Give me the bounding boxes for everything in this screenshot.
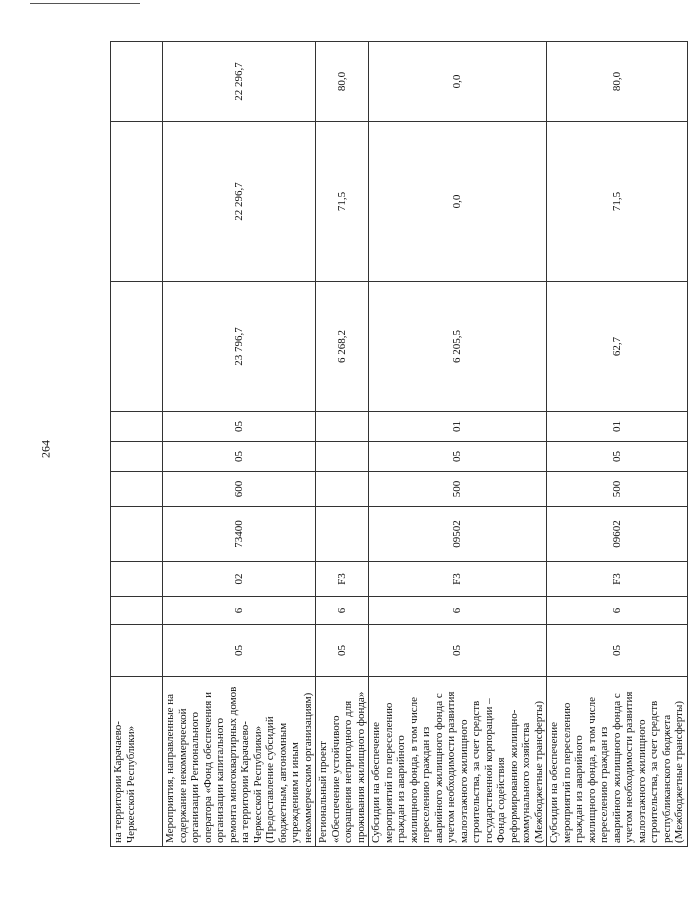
code-cell: 500: [547, 472, 688, 507]
code-cell: [111, 472, 163, 507]
row-name: Мероприятия, направленные на содержание некоммерческой организации Регионального оператора «Фонд обеспечения и организации капитального ремонта многоквартирных домов на территории Карачаево-Черкесской Республики» (Предоставление субсидий бюджетным, автономным учреждениям и иным некоммерческим организациям): [163, 677, 316, 847]
amount-cell: [111, 122, 163, 282]
rotated-table-wrapper: [110, 42, 685, 847]
page-number: 264: [38, 440, 53, 458]
code-cell: 05: [369, 625, 547, 677]
amount-cell: 23 796,7: [163, 282, 316, 412]
code-cell: F3: [547, 562, 688, 597]
code-cell: [316, 507, 369, 562]
code-cell: 05: [369, 442, 547, 472]
code-cell: 73400: [163, 507, 316, 562]
code-cell: 05: [316, 625, 369, 677]
code-cell: 09602: [547, 507, 688, 562]
code-cell: [111, 597, 163, 625]
amount-cell: 80,0: [547, 42, 688, 122]
code-cell: 01: [369, 412, 547, 442]
table-row: [111, 42, 163, 847]
row-name: Субсидии на обеспечение мероприятий по переселению граждан из аварийного жилищного фонда, в том числе переселению граждан из аварийного жилищного фонда с учетом необходимости развития малоэтажного жилищного строительства, за счет средств республиканского бюджета (Межбюджетные трансферты): [547, 677, 688, 847]
amount-cell: 0,0: [369, 122, 547, 282]
code-cell: 05: [163, 625, 316, 677]
amount-cell: 22 296,7: [163, 42, 316, 122]
code-cell: 02: [163, 562, 316, 597]
code-cell: F3: [316, 562, 369, 597]
code-cell: [316, 472, 369, 507]
amount-cell: [111, 282, 163, 412]
code-cell: 600: [163, 472, 316, 507]
row-name: Региональный проект «Обеспечение устойчивого сокращения непригодного для проживания жилищного фонда»: [316, 677, 369, 847]
code-cell: 500: [369, 472, 547, 507]
code-cell: 05: [163, 412, 316, 442]
budget-table: [110, 41, 688, 847]
code-cell: 6: [163, 597, 316, 625]
amount-cell: 6 205,5: [369, 282, 547, 412]
code-cell: [111, 412, 163, 442]
code-cell: [111, 442, 163, 472]
code-cell: 6: [369, 597, 547, 625]
table-row: [163, 42, 316, 847]
code-cell: 6: [547, 597, 688, 625]
row-name: на территории Карачаево-Черкесской Республики»: [111, 677, 163, 847]
table-row: [547, 42, 688, 847]
amount-cell: 80,0: [316, 42, 369, 122]
amount-cell: 22 296,7: [163, 122, 316, 282]
row-name: Субсидии на обеспечение мероприятий по переселению граждан из аварийного жилищного фонда, в том числе переселению граждан из аварийного жилищного фонда с учетом необходимости развития малоэтажного жилищного строительства, за счет средств государственной корпорации – Фонда содействия реформированию жилищно-коммунального хозяйства (Межбюджетные трансферты): [369, 677, 547, 847]
code-cell: [111, 562, 163, 597]
amount-cell: 6 268,2: [316, 282, 369, 412]
amount-cell: [111, 42, 163, 122]
table-row: [369, 42, 547, 847]
amount-cell: 0,0: [369, 42, 547, 122]
amount-cell: 71,5: [547, 122, 688, 282]
code-cell: 05: [547, 625, 688, 677]
code-cell: 05: [163, 442, 316, 472]
code-cell: 01: [547, 412, 688, 442]
code-cell: [316, 412, 369, 442]
code-cell: 09502: [369, 507, 547, 562]
code-cell: 05: [547, 442, 688, 472]
code-cell: F3: [369, 562, 547, 597]
code-cell: [316, 442, 369, 472]
code-cell: [111, 625, 163, 677]
code-cell: 6: [316, 597, 369, 625]
amount-cell: 62,7: [547, 282, 688, 412]
table-row: [316, 42, 369, 847]
amount-cell: 71,5: [316, 122, 369, 282]
top-rule: [30, 3, 140, 4]
code-cell: [111, 507, 163, 562]
